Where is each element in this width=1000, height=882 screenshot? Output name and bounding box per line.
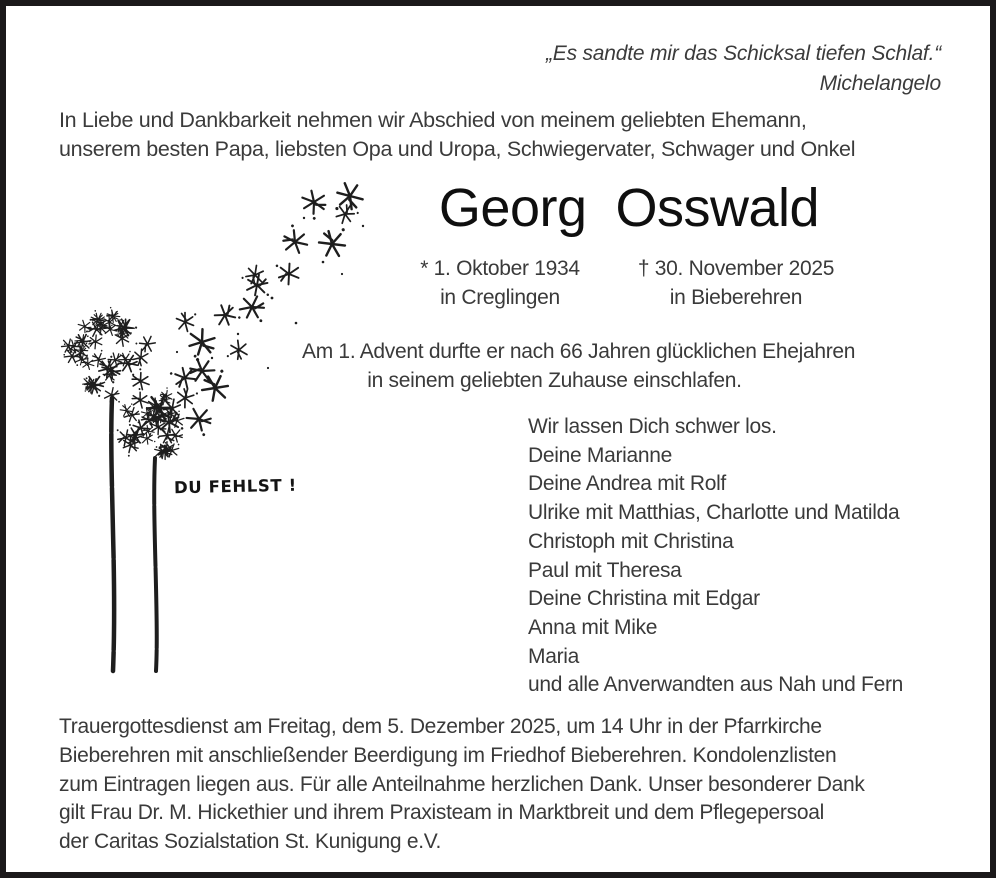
- passing-line: in seinem geliebten Zuhause einschlafen.: [367, 368, 742, 392]
- intro-line: unserem besten Papa, liebsten Opa und Uropa, Schwiegervater, Schwager und Onkel: [59, 136, 856, 161]
- quote-block: [546, 39, 941, 99]
- service-line: gilt Frau Dr. M. Hickethier und ihrem Praxisteam in Marktbreit und dem Pflegepersoal: [59, 801, 824, 825]
- mourner-line: Deine Marianne: [528, 443, 673, 467]
- service-line: Trauergottesdienst am Freitag, dem 5. Dezember 2025, um 14 Uhr in der Pfarrkirche: [59, 715, 822, 738]
- mourner-line: Deine Christina mit Edgar: [528, 587, 760, 611]
- birth-date: * 1. Oktober 1934: [420, 257, 580, 280]
- death-place: in Bieberehren: [669, 286, 803, 309]
- service-line: zum Eintragen liegen aus. Für alle Anteilnahme herzlichen Dank. Unser besonderer Dank: [59, 772, 865, 796]
- death-date: † 30. November 2025: [637, 257, 835, 280]
- artwork-caption: DU FEHLST !: [173, 475, 297, 498]
- quote-attribution: Michelangelo: [819, 72, 941, 95]
- intro-line: In Liebe und Dankbarkeit nehmen wir Abschied von meinem geliebten Ehemann,: [59, 108, 807, 132]
- passing-line: Am 1. Advent durfte er nach 66 Jahren glücklichen Ehejahren: [302, 340, 856, 363]
- dandelion-seeds: [57, 182, 363, 462]
- birth-place: in Creglingen: [440, 286, 560, 309]
- quote-text: „Es sandte mir das Schicksal tiefen Schlaf.“: [545, 42, 941, 65]
- service-line: der Caritas Sozialstation St. Kunigung e.V.: [59, 830, 442, 854]
- mourner-line: und alle Anverwandten aus Nah und Fern: [528, 673, 904, 697]
- service-line: Bieberehren mit anschließender Beerdigung im Friedhof Bieberehren. Kondolenzlisten: [59, 743, 837, 767]
- birth-date-block: [400, 254, 600, 312]
- passing-text: [302, 338, 856, 395]
- mourner-line: Deine Andrea mit Rolf: [528, 472, 726, 496]
- mourner-line: Paul mit Theresa: [528, 558, 682, 582]
- service-announcement: [59, 713, 959, 857]
- intro-block: [59, 106, 855, 163]
- farewell-line: Wir lassen Dich schwer los.: [528, 415, 777, 438]
- mourner-line: Maria: [528, 644, 580, 668]
- mourners-list: [528, 413, 903, 700]
- mourner-line: Anna mit Mike: [528, 615, 658, 639]
- death-date-block: [622, 254, 850, 312]
- dandelion-stem: [154, 458, 157, 671]
- mourner-line: Christoph mit Christina: [528, 529, 734, 553]
- deceased-name: Georg Osswald: [438, 178, 820, 238]
- dandelion-stem: [111, 398, 114, 671]
- mourner-line: Ulrike mit Matthias, Charlotte und Matilda: [528, 501, 900, 525]
- dandelion-illustration: [42, 182, 392, 682]
